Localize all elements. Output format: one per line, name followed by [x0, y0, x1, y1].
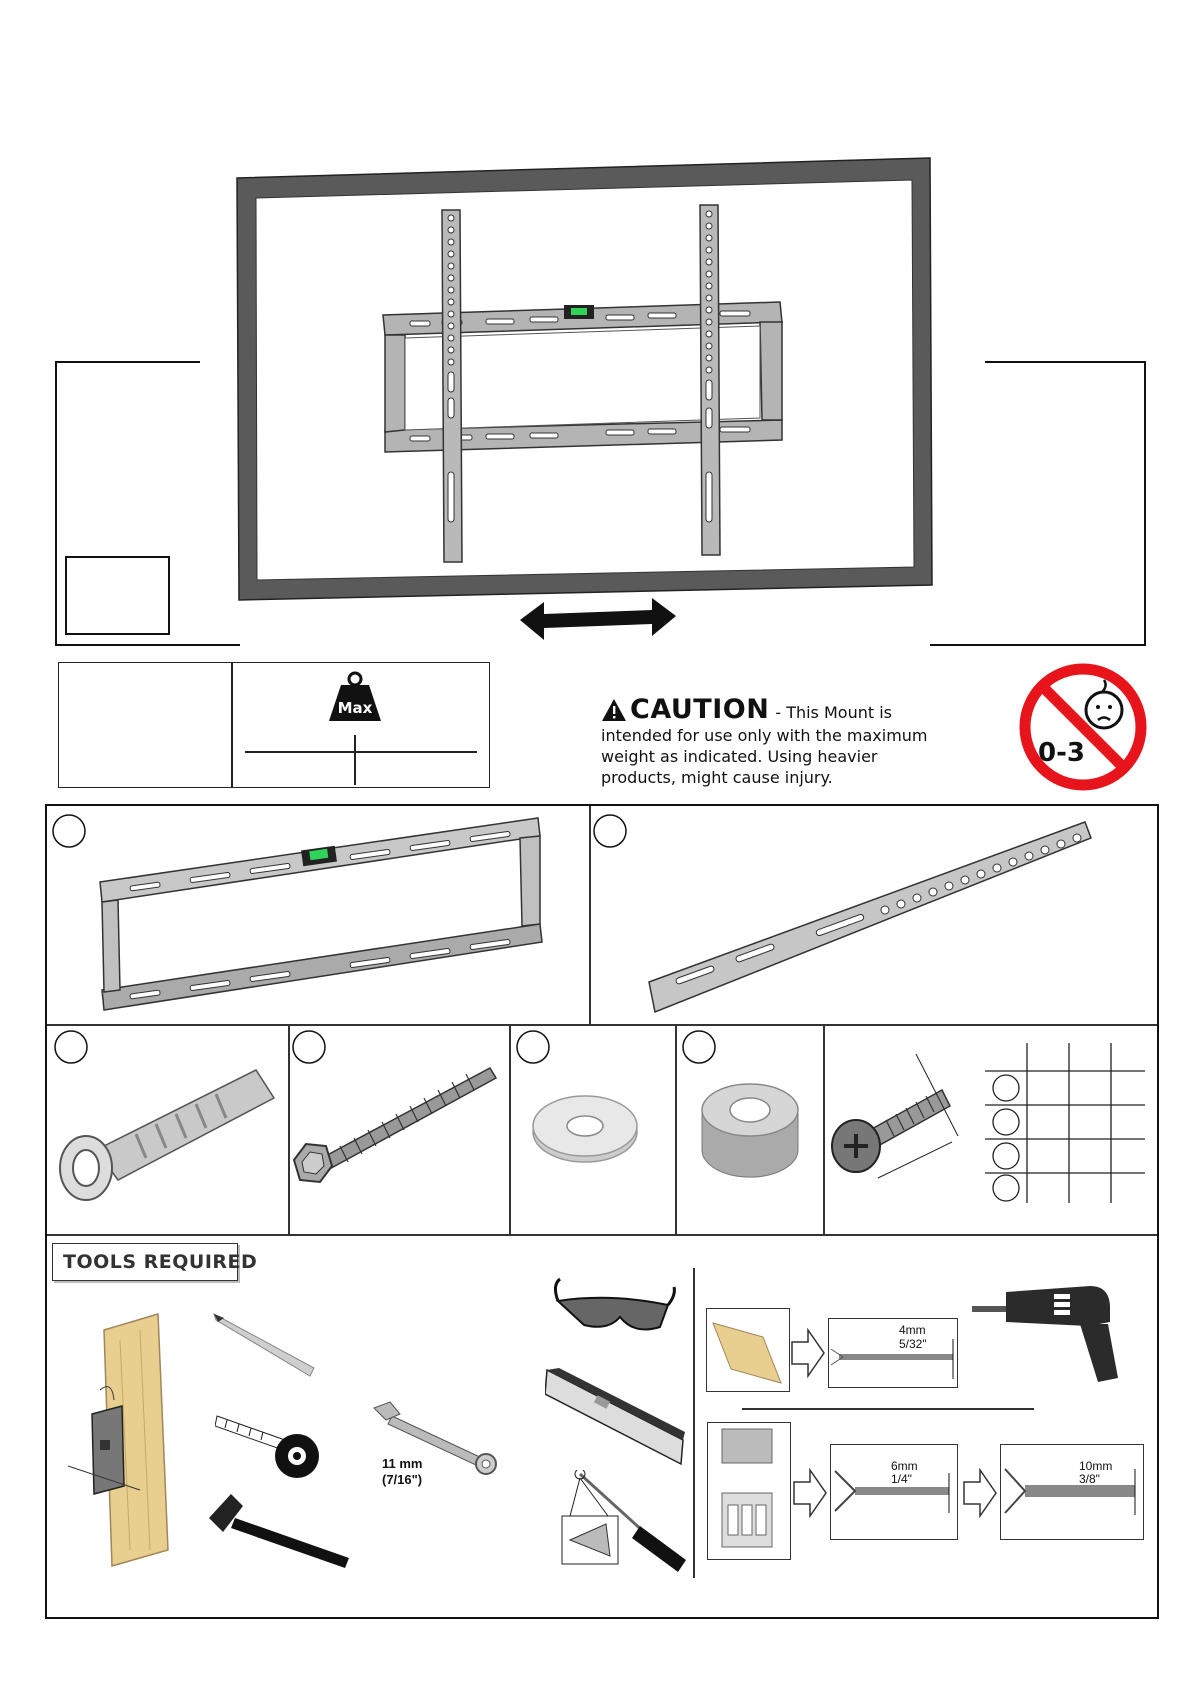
part-wall-plate	[90, 812, 550, 1022]
drill-bit-masonry-final	[1000, 1444, 1144, 1540]
tools-title-box	[52, 1243, 258, 1281]
arrow-right-icon-2	[792, 1468, 828, 1518]
part-lag-bolt	[290, 1050, 510, 1200]
masonry-sample	[707, 1422, 791, 1560]
tape-measure-icon	[215, 1410, 325, 1480]
part-washer	[530, 1090, 640, 1170]
drill-bit-masonry-pilot	[830, 1444, 958, 1540]
final-bit-in: 3/8"	[1079, 1472, 1100, 1486]
final-bit-mm: 10mm	[1079, 1459, 1113, 1473]
wood-bit-mm: 4mm	[899, 1323, 926, 1337]
pilot-bit-mm: 6mm	[891, 1459, 918, 1473]
part-wall-anchor	[56, 1040, 276, 1210]
drill-bit-wood	[828, 1318, 958, 1388]
stud-finder-icon	[60, 1310, 180, 1570]
spirit-level-icon	[545, 1368, 685, 1468]
arrow-right-icon	[790, 1328, 826, 1378]
wood-sample	[706, 1308, 790, 1392]
part-machine-screw	[830, 1050, 970, 1200]
tools-row-divider	[742, 1408, 1034, 1410]
age-label: 0-3	[1038, 738, 1085, 768]
part-vertical-arm	[645, 812, 1095, 1022]
caution-heading: CAUTION	[630, 694, 770, 725]
screw-size-table	[985, 1043, 1145, 1203]
wrench-size-in: (7/16")	[382, 1472, 423, 1487]
caution-text-line3: weight as indicated. Using heavier	[601, 747, 878, 766]
caution-text-line4: products, might cause injury.	[601, 768, 833, 787]
safety-glasses-icon	[550, 1275, 680, 1340]
wood-bit-in: 5/32"	[899, 1337, 927, 1351]
power-drill-icon	[970, 1278, 1140, 1388]
max-label: Max	[337, 699, 373, 717]
tools-divider	[693, 1268, 695, 1578]
part-spacer	[700, 1080, 800, 1180]
wrench-size-mm: 11 mm	[382, 1456, 423, 1471]
screwdriver-icon	[560, 1470, 690, 1580]
caution-text-line2: intended for use only with the maximum	[601, 726, 928, 745]
pencil-icon	[212, 1310, 322, 1380]
pilot-bit-in: 1/4"	[891, 1472, 912, 1486]
hammer-icon	[205, 1490, 355, 1570]
arrow-right-icon-3	[962, 1468, 998, 1518]
tools-title: TOOLS REQUIRED	[63, 1251, 258, 1273]
caution-text-line1: - This Mount is	[775, 702, 892, 722]
